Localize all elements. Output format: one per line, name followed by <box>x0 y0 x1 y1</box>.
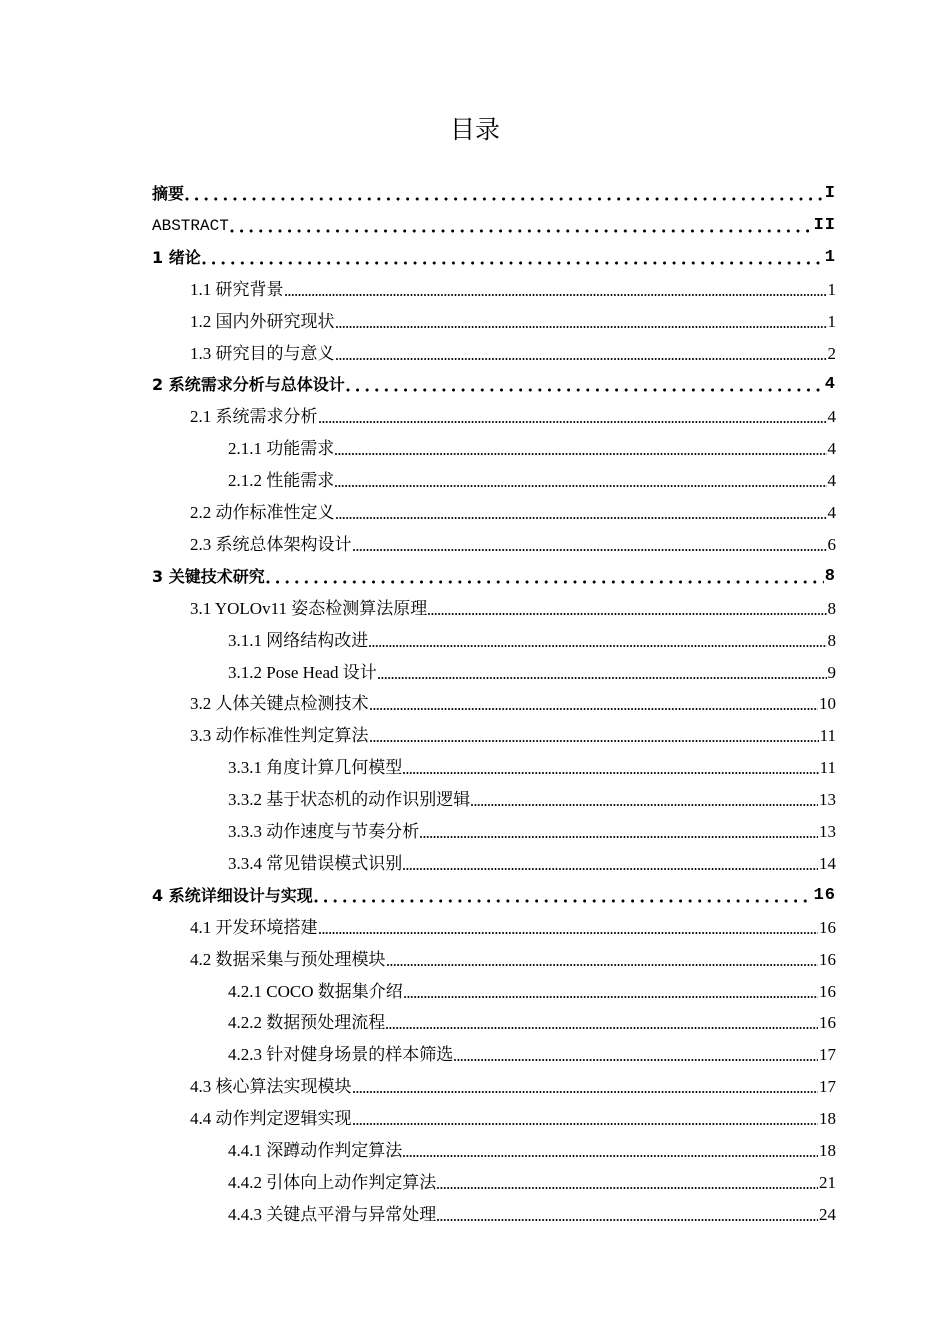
toc-entry[interactable] <box>190 336 836 368</box>
toc-leader-dots <box>370 739 819 743</box>
toc-entry-page: I <box>824 184 836 203</box>
toc-leader-dots <box>403 867 818 871</box>
toc-entry[interactable] <box>190 718 836 750</box>
toc-entry-label: 3 关键技术研究 <box>152 566 265 586</box>
toc-entry[interactable] <box>228 463 836 495</box>
toc-leader-dots <box>386 1026 818 1030</box>
toc-entry-label: 4.2.2 数据预处理流程 <box>228 1013 386 1033</box>
toc-entry-label: 1.2 国内外研究现状 <box>190 311 335 331</box>
toc-entry-label: 1.3 研究目的与意义 <box>190 343 335 363</box>
toc-entry-label: 2.1.1 功能需求 <box>228 439 335 459</box>
toc-entry-label: 2.1.2 性能需求 <box>228 471 335 491</box>
toc-leader-dots <box>230 229 813 233</box>
toc-leader-dots <box>471 803 818 807</box>
toc-leader-dots <box>336 325 827 329</box>
toc-entry-page: 16 <box>819 1013 836 1033</box>
toc-entry[interactable] <box>228 431 836 463</box>
toc-entry-page: 8 <box>824 566 836 586</box>
toc-leader-dots <box>437 1218 818 1222</box>
toc-leader-dots <box>346 388 824 392</box>
toc-entry[interactable] <box>228 1197 836 1229</box>
toc-leader-dots <box>314 899 813 903</box>
toc-entry[interactable] <box>190 910 836 942</box>
toc-leader-dots <box>336 516 827 520</box>
toc-entry-page: 11 <box>819 726 836 746</box>
toc-entry-page: II <box>813 215 836 235</box>
toc-leader-dots <box>266 580 824 584</box>
toc-entry-page: 4 <box>827 471 836 491</box>
toc-entry-page: 16 <box>813 885 836 905</box>
toc-leader-dots <box>403 1154 818 1158</box>
toc-leader-dots <box>420 835 818 839</box>
toc-entry-page: 4 <box>827 439 836 459</box>
toc-entry-label: 1.1 研究背景 <box>190 279 284 299</box>
toc-entry[interactable] <box>228 782 836 814</box>
toc-leader-dots <box>454 1058 818 1062</box>
toc-entry[interactable] <box>228 846 836 878</box>
toc-entry[interactable] <box>190 1101 836 1133</box>
toc-entry[interactable] <box>190 495 836 527</box>
toc-entry-page: 13 <box>819 790 836 810</box>
toc-entry-page: 18 <box>819 1109 836 1129</box>
toc-entry-page: 6 <box>827 534 836 554</box>
toc-entry[interactable] <box>152 367 836 399</box>
toc-entry-label: 4.2.3 针对健身场景的样本筛选 <box>228 1045 454 1065</box>
toc-entry[interactable] <box>228 750 836 782</box>
toc-leader-dots <box>319 931 819 935</box>
toc-entry-page: 17 <box>819 1045 836 1065</box>
toc-entry[interactable] <box>228 1037 836 1069</box>
toc-entry-label: 3.2 人体关键点检测技术 <box>190 694 369 714</box>
toc-entry[interactable] <box>228 1133 836 1165</box>
toc-leader-dots <box>404 995 818 999</box>
toc-entry-page: 14 <box>819 853 836 873</box>
toc-entry-label: 4.4 动作判定逻辑实现 <box>190 1109 352 1129</box>
toc-entry-label: 3.3.1 角度计算几何模型 <box>228 758 403 778</box>
toc-entry-label: 3.1 YOLOv11 姿态检测算法原理 <box>190 598 428 618</box>
toc-leader-dots <box>335 452 826 456</box>
toc-leader-dots <box>353 1090 819 1094</box>
toc-entry[interactable] <box>190 1069 836 1101</box>
toc-entry-label: 4.4.3 关键点平滑与异常处理 <box>228 1204 437 1224</box>
toc-entry[interactable] <box>228 974 836 1006</box>
toc-entry-label: 4.2.1 COCO 数据集介绍 <box>228 981 403 1001</box>
toc-entry-page: 18 <box>819 1141 836 1160</box>
toc-leader-dots <box>369 644 826 648</box>
toc-leader-dots <box>353 1122 819 1126</box>
toc-entry[interactable] <box>190 942 836 974</box>
toc-leader-dots <box>428 612 826 616</box>
toc-entry-label: 摘要 <box>152 184 185 203</box>
toc-leader-dots <box>387 963 819 967</box>
toc-entry-label: ABSTRACT <box>152 216 229 235</box>
toc-entry[interactable] <box>152 559 836 591</box>
toc-entry[interactable] <box>190 686 836 718</box>
toc-entry-page: 8 <box>827 630 836 650</box>
toc-entry[interactable] <box>190 527 836 559</box>
toc-entry-label: 3.3.4 常见错误模式识别 <box>228 853 403 873</box>
toc-entry-label: 3.3 动作标准性判定算法 <box>190 726 369 746</box>
toc-entry-page: 10 <box>819 694 836 714</box>
toc-entry[interactable] <box>152 208 836 240</box>
toc-entry[interactable] <box>152 878 836 910</box>
toc-entry-label: 2.1 系统需求分析 <box>190 407 318 427</box>
toc-entry-label: 4.3 核心算法实现模块 <box>190 1077 352 1097</box>
toc-entry-label: 4.1 开发环境搭建 <box>190 917 318 937</box>
toc-leader-dots <box>437 1186 818 1190</box>
toc-entry-page: 4 <box>827 407 836 427</box>
toc-entry-page: 1 <box>827 311 836 331</box>
toc-entry-label: 4 系统详细设计与实现 <box>152 885 313 905</box>
toc-entry-label: 3.3.2 基于状态机的动作识别逻辑 <box>228 790 471 810</box>
toc-entry-label: 4.4.1 深蹲动作判定算法 <box>228 1141 403 1160</box>
toc-leader-dots <box>336 357 827 361</box>
toc-entry-page: 2 <box>827 343 836 363</box>
toc-entry-label: 2.3 系统总体架构设计 <box>190 534 352 554</box>
toc-entry-page: 21 <box>819 1172 836 1192</box>
toc-leader-dots <box>285 293 827 297</box>
toc-entry-page: 17 <box>819 1077 836 1097</box>
toc-entry[interactable] <box>190 399 836 431</box>
toc-entry-page: 4 <box>824 375 836 395</box>
toc-leader-dots <box>378 676 827 680</box>
toc-entry[interactable] <box>190 591 836 623</box>
toc-entry-label: 4.2 数据采集与预处理模块 <box>190 949 386 969</box>
toc-entry-label: 2 系统需求分析与总体设计 <box>152 375 345 395</box>
toc-leader-dots <box>403 771 818 775</box>
toc-entry-page: 9 <box>827 662 836 682</box>
page-title: 目录 <box>449 115 500 144</box>
toc-entry[interactable] <box>228 814 836 846</box>
toc-entry[interactable] <box>190 304 836 336</box>
toc-leader-dots <box>319 420 827 424</box>
toc-entry[interactable] <box>228 655 836 687</box>
toc-entry[interactable] <box>228 1165 836 1197</box>
toc-entry-page: 24 <box>819 1204 836 1224</box>
toc-entry-label: 3.1.1 网络结构改进 <box>228 630 369 650</box>
toc-entry-label: 1 绪论 <box>152 247 201 267</box>
toc-entry-page: 16 <box>819 981 836 1001</box>
toc-entry-label: 3.1.2 Pose Head 设计 <box>228 662 377 682</box>
toc-leader-dots <box>335 484 826 488</box>
toc-entry-page: 16 <box>819 949 836 969</box>
toc-entry[interactable] <box>190 272 836 304</box>
toc-entry[interactable] <box>152 240 836 272</box>
toc-entry-page: 13 <box>819 822 836 841</box>
toc-leader-dots <box>185 197 824 201</box>
toc-entry-page: 1 <box>824 247 836 267</box>
toc-leader-dots <box>353 548 827 552</box>
toc-entry-page: 1 <box>827 279 836 299</box>
toc-entry[interactable] <box>228 1005 836 1037</box>
toc-entry-label: 4.4.2 引体向上动作判定算法 <box>228 1172 437 1192</box>
toc-leader-dots <box>370 707 819 711</box>
toc-entry-page: 8 <box>827 598 836 618</box>
toc-entry[interactable] <box>228 623 836 655</box>
toc-entry-page: 16 <box>819 917 836 937</box>
toc-entry-label: 2.2 动作标准性定义 <box>190 503 335 522</box>
toc-leader-dots <box>202 261 824 265</box>
toc-entry-page: 11 <box>819 758 836 778</box>
toc-entry-page: 4 <box>827 503 836 522</box>
toc-entry[interactable] <box>152 176 836 208</box>
toc-entry-label: 3.3.3 动作速度与节奏分析 <box>228 822 420 841</box>
